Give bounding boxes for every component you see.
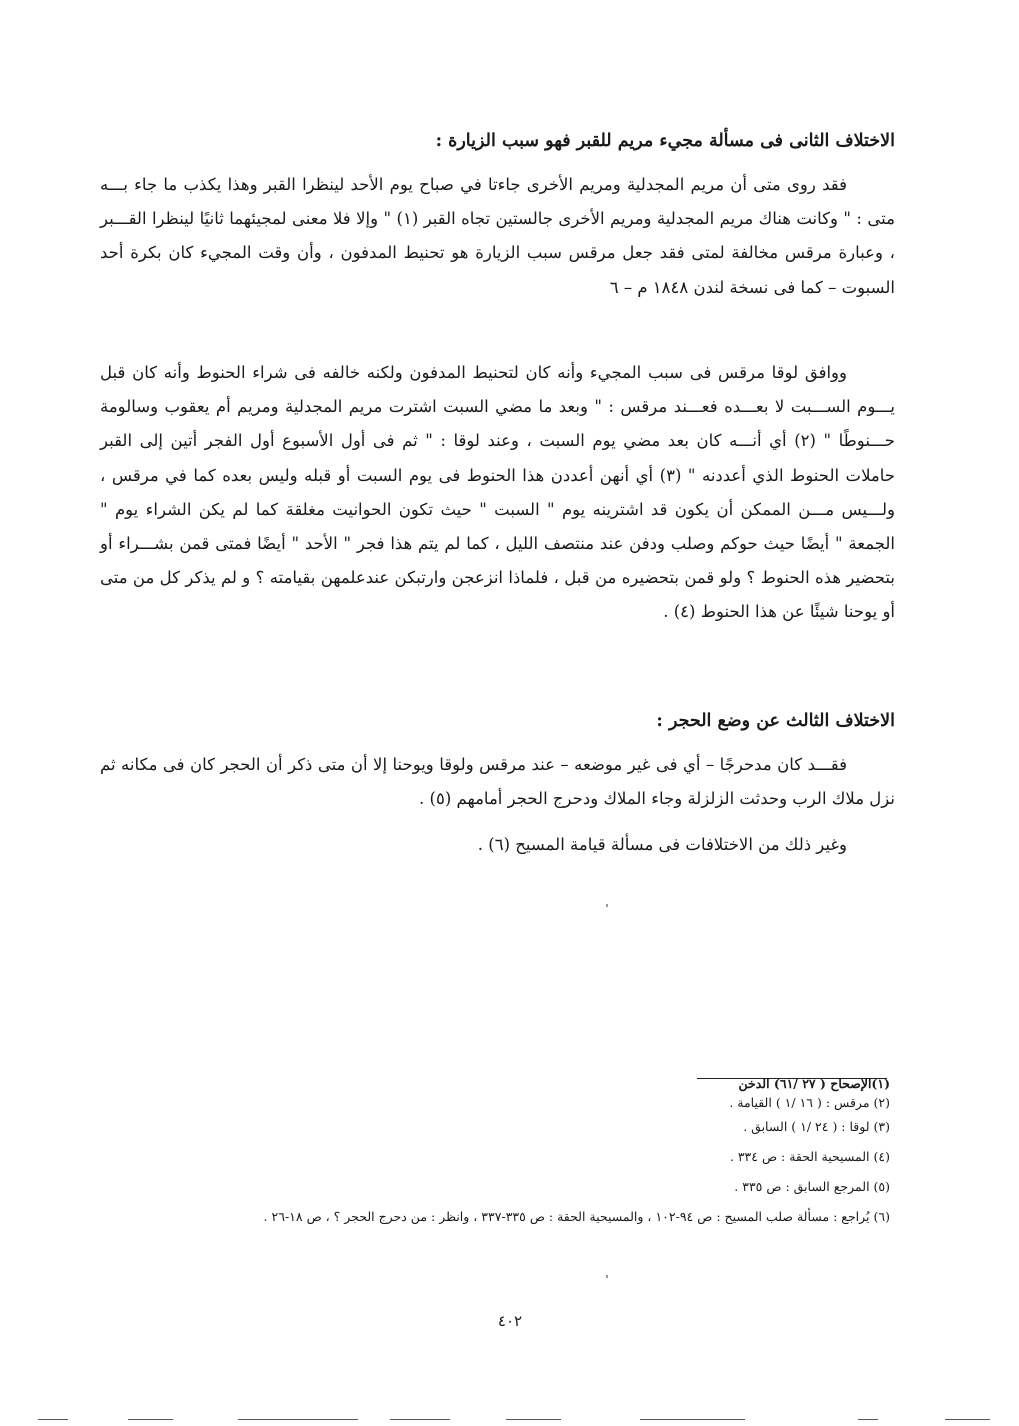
scan-artifact-line [128, 1419, 173, 1420]
section-heading-second-difference: الاختلاف الثانى فى مسألة مجيء مريم للقبر فهو سبب الزيارة : [435, 131, 895, 151]
scan-artifact-line [945, 1419, 990, 1420]
scan-artifact-line [238, 1419, 358, 1420]
paragraph-spices-purchase: ووافق لوقا مرقس فى سبب المجيء وأنه كان لتحنيط المدفون ولكنه خالفه فى شراء الحنوط وأنه كان قبل يـــوم الســـبت لا بعـــده فعـــند مرقس : " وبعد ما مضي السبت اشترت مريم المجدلية ومريم أم يعقوب وسالومة حـــنوطًا " (٢) أي أنـــه كان بعد مضي يوم السبت ، وعند لوقا : " ثم فى أول الأسبوع أول الفجر أتين إلى القبر حاملات الحنوط الذي أعددنه " (٣) أي أنهن أعددن هذا الحنوط فى يوم السبت أو قبله وليس بعده كما في مرقس ، ولـــيس مـــن الممكن أن يكون قد اشترينه يوم " السبت " حيث تكون الحوانيت مغلقة كما لم يكن الشراء يوم " الجمعة " أيضًا حيث حوكم وصلب ودفن عند منتصف الليل ، كما لم يتم هذا فجر " الأحد " أيضًا فمتى قمن بشـــراء أو بتحضير هذه الحنوط ؟ ولو قمن بتحضيره من قبل ، فلماذا انزعجن وارتبكن عندعلمهن بقيامته ؟ و لم يذكر كل من متى أو يوحنا شيئًا عن هذا الحنوط (٤) . [100, 363, 896, 622]
scan-artifact-line [390, 1419, 450, 1420]
scan-artifact-line [38, 1419, 68, 1420]
page-number: ٤٠٢ [497, 1312, 523, 1330]
scan-artifact-line [858, 1419, 878, 1420]
scan-speck [606, 1275, 608, 1278]
footnotes-list [120, 1074, 890, 1232]
paragraph-mary-visit: فقد روى متى أن مريم المجدلية ومريم الأخرى جاءتا في صباح يوم الأحد لينظرا القبر وهذا يكذب ما جاء بـــه متى : " وكانت هناك مريم المجدلية ومريم الأخرى جالستين تجاه القبر (١) " وإلا فلا معنى لمجيئهما ثانيًا لينظرا القـــبر ، وعبارة مرقس مخالفة لمتى فقد جعل مرقس سبب الزيارة هو تحنيط المدفون ، وأن وقت المجيء كان بكرة أحد السبوت – كما فى نسخة لندن ١٨٤٨ م – ٦ [100, 175, 895, 297]
footnote-1: (١)الإصحاح ( ٢٧ /٦١) الدخن [738, 1076, 890, 1091]
scan-artifact-line [506, 1419, 561, 1420]
footnote-2: (٢) مرقس : ( ١٦ /١ ) القيامة . [729, 1095, 890, 1110]
footnote-3: (٣) لوقا : ( ٢٤ /١ ) السابق . [743, 1119, 890, 1134]
scan-speck [606, 904, 608, 907]
footnote-4: (٤) المسيحية الحقة : ص ٣٣٤ . [729, 1149, 890, 1164]
scan-artifact-line [640, 1419, 745, 1420]
footnote-5: (٥) المرجع السابق : ص ٣٣٥ . [734, 1179, 890, 1194]
paragraph-other-differences: وغير ذلك من الاختلافات فى مسألة قيامة المسيح (٦) . [477, 835, 847, 854]
section-heading-third-difference: الاختلاف الثالث عن وضع الحجر : [656, 711, 895, 731]
footnote-6: (٦) يُراجع : مسألة صلب المسيح : ص ٩٤-١٠٢ ، والمسيحية الحقة : ص ٣٣٥-٣٣٧ ، وانظر : من دحرج الحجر ؟ ، ص ١٨-٢٦ . [263, 1209, 890, 1224]
paragraph-stone-position: فقـــد كان مدحرجًا – أي فى غير موضعه – عند مرقس ولوقا ويوحنا إلا أن متى ذكر أن الحجر كان فى مكانه ثم نزل ملاك الرب وحدثت الزلزلة وجاء الملاك ودحرج الحجر أمامهم (٥) . [100, 755, 895, 809]
